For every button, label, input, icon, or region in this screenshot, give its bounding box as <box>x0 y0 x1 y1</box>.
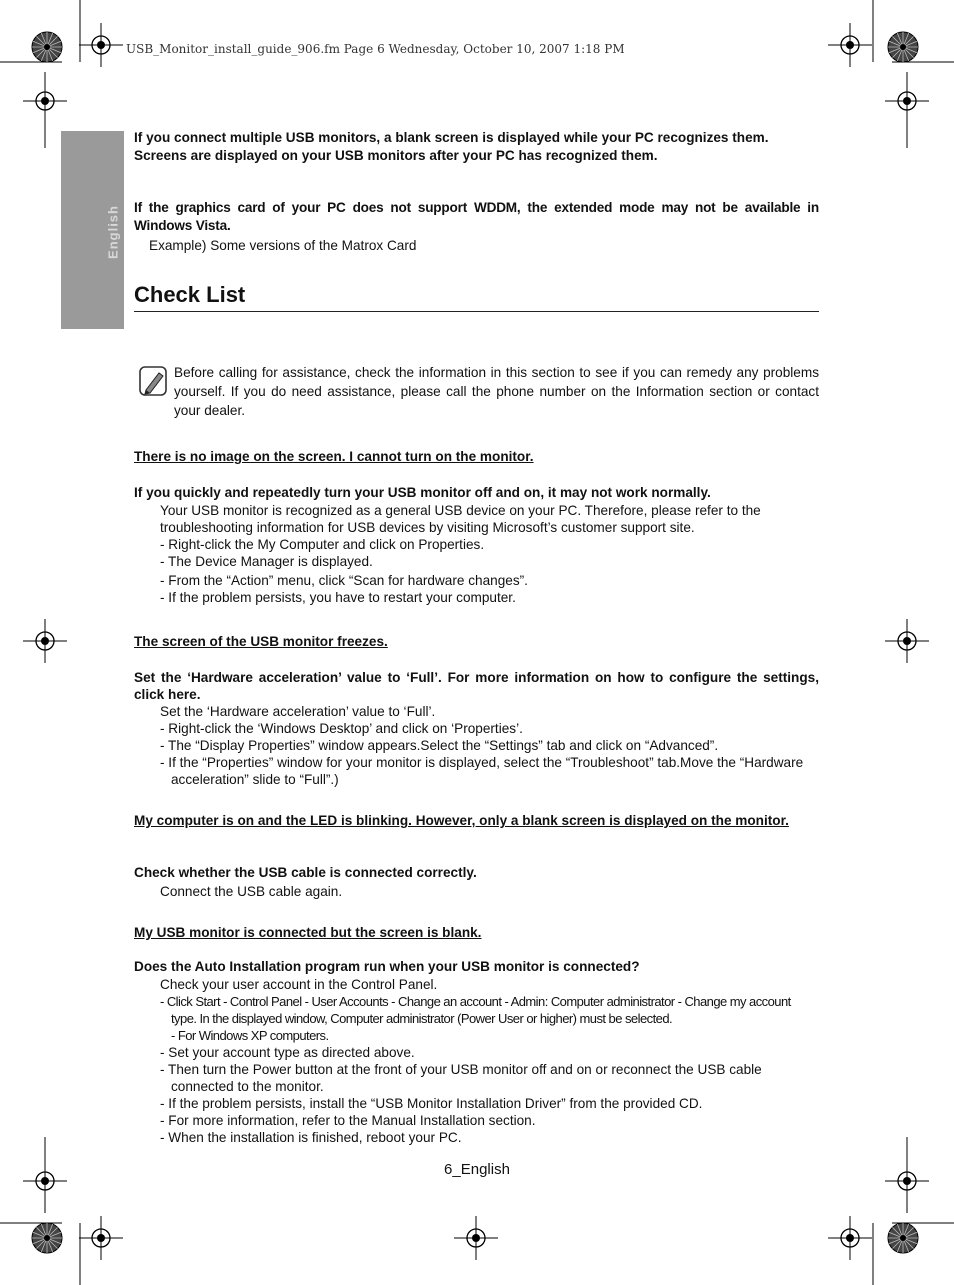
intro-example: Example) Some versions of the Matrox Card <box>149 238 417 253</box>
note-text: Before calling for assistance, check the information in this section to see if you can remedy any problems yourself. If you do need assistance, please call the phone number on the Information section or contact your dealer. <box>174 365 819 418</box>
issue-question: Check whether the USB cable is connected correctly. <box>134 865 477 880</box>
intro-paragraph-2: Screens are displayed on your USB monitors after your PC has recognized them. <box>134 148 658 163</box>
issue-heading: The screen of the USB monitor freezes. <box>134 634 388 649</box>
section-title: Check List <box>134 282 819 312</box>
side-tab-label: English <box>105 205 121 259</box>
issue-4 <box>134 924 819 942</box>
header-file-info: USB_Monitor_install_guide_906.fm Page 6 Wednesday, October 10, 2007 1:18 PM <box>126 42 625 56</box>
note-pencil-icon <box>139 366 169 398</box>
issue-heading: My USB monitor is connected but the screen is blank. <box>134 925 482 940</box>
issue-4-body <box>134 958 819 1146</box>
issue-line: - The Device Manager is displayed. <box>160 554 373 569</box>
issue-question: If you quickly and repeatedly turn your USB monitor off and on, it may not work normally. <box>134 485 711 500</box>
issue-line: - For Windows XP computers. <box>171 1028 329 1043</box>
issue-line: - Click Start - Control Panel - User Accounts - Change an account - Admin: Computer administrator - Change my account type. In the displayed window, Computer administrator (Power User or higher) must be selected. <box>160 994 791 1026</box>
intro-section <box>134 129 819 165</box>
intro-paragraph-1: If you connect multiple USB monitors, a blank screen is displayed while your PC recognizes them. <box>134 130 769 145</box>
issue-line: - Set your account type as directed above. <box>160 1045 415 1060</box>
issue-line: Check your user account in the Control Panel. <box>160 977 438 992</box>
issue-line: - If the “Properties” window for your monitor is displayed, select the “Troubleshoot” tab.Move the “Hardware acceleration” slide to “Full”.) <box>160 755 804 787</box>
issue-line: Connect the USB cable again. <box>160 884 343 899</box>
issue-3 <box>134 811 819 830</box>
issue-line: Set the ‘Hardware acceleration’ value to ‘Full’. <box>160 704 436 719</box>
issue-line: - When the installation is finished, reboot your PC. <box>160 1130 462 1145</box>
issue-3-body <box>134 864 819 901</box>
issue-line: - For more information, refer to the Manual Installation section. <box>160 1113 536 1128</box>
issue-question: Set the ‘Hardware acceleration’ value to ‘Full’. For more information on how to configure the settings, click here. <box>134 670 819 702</box>
issue-line: - Right-click the ‘Windows Desktop’ and click on ‘Properties’. <box>160 721 523 736</box>
intro-section-2 <box>134 199 819 255</box>
issue-heading: There is no image on the screen. I cannot turn on the monitor. <box>134 449 534 464</box>
issue-line: - If the problem persists, you have to restart your computer. <box>160 590 516 605</box>
issue-line: Your USB monitor is recognized as a general USB device on your PC. Therefore, please refer to the troubleshooting information for USB devices by visiting Microsoft’s customer support site. <box>160 503 761 535</box>
intro-paragraph-3: If the graphics card of your PC does not support WDDM, the extended mode may not be available in Windows Vista. <box>134 200 819 233</box>
issue-line: - Then turn the Power button at the front of your USB monitor off and on or reconnect the USB cable connected to the monitor. <box>160 1062 762 1094</box>
issue-1 <box>134 448 819 466</box>
issue-question: Does the Auto Installation program run when your USB monitor is connected? <box>134 959 640 974</box>
issue-1-body <box>134 484 819 606</box>
page-footer: 6_English <box>444 1161 510 1178</box>
issue-2-body <box>134 669 819 788</box>
issue-line: - From the “Action” menu, click “Scan for hardware changes”. <box>160 573 528 588</box>
issue-line: - Right-click the My Computer and click on Properties. <box>160 537 485 552</box>
issue-heading: My computer is on and the LED is blinking. However, only a blank screen is displayed on the monitor. <box>134 813 789 828</box>
issue-2 <box>134 633 819 651</box>
note-box <box>174 363 819 420</box>
issue-line: - If the problem persists, install the “USB Monitor Installation Driver” from the provided CD. <box>160 1096 703 1111</box>
issue-line: - The “Display Properties” window appears.Select the “Settings” tab and click on “Advanced”. <box>160 738 719 753</box>
